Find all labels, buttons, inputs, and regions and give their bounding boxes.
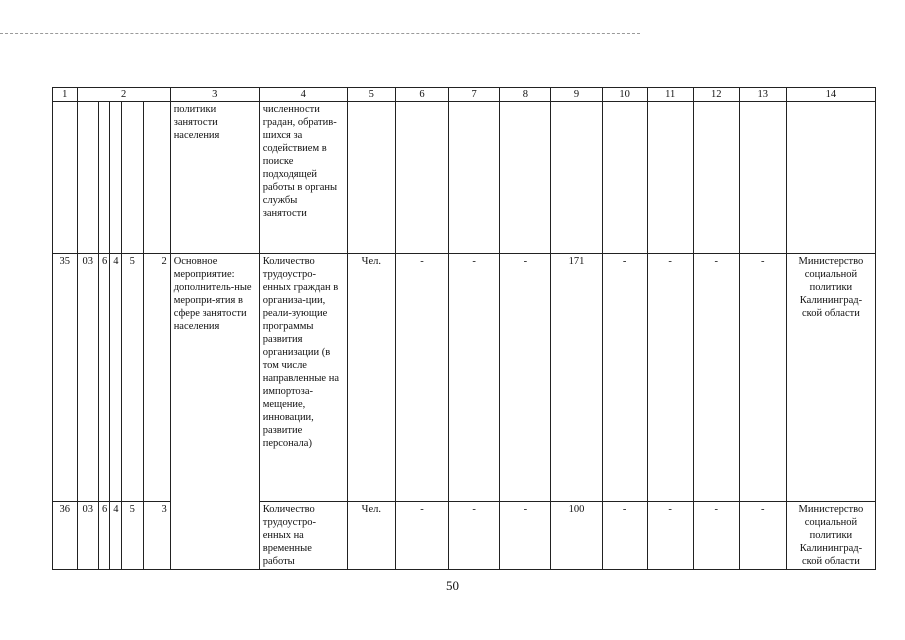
table-cell — [739, 102, 786, 254]
row-number: 35 — [53, 254, 78, 502]
code-cell: 2 — [144, 254, 171, 502]
code-cell: 5 — [121, 502, 144, 570]
scan-artifact-line — [0, 33, 640, 34]
code-cell: 5 — [121, 254, 144, 502]
value-cell: - — [449, 502, 500, 570]
table-cell — [53, 102, 78, 254]
header-cell: 13 — [739, 88, 786, 102]
table-cell — [449, 102, 500, 254]
continuation-col3: политики занятости населения — [170, 102, 259, 254]
indicators-table — [52, 87, 876, 570]
indicator-name: Количество трудоустро-енных граждан в организа-ции, реали-зующие программы развития организации (в том числе направленные на импортоза-мещение, инновации, развитие персонала) — [259, 254, 347, 502]
value-cell: 171 — [551, 254, 602, 502]
continuation-col4: численности градан, обратив-шихся за содействием в поиске подходящей работы в органы службы занятости — [259, 102, 347, 254]
table-cell — [347, 102, 395, 254]
table-row — [53, 254, 876, 502]
value-cell: - — [739, 254, 786, 502]
indicator-name: Количество трудоустро-енных на временные работы — [259, 502, 347, 570]
unit-cell: Чел. — [347, 254, 395, 502]
table-cell — [77, 102, 98, 254]
code-cell: 6 — [99, 502, 110, 570]
header-cell: 3 — [170, 88, 259, 102]
header-cell: 7 — [449, 88, 500, 102]
value-cell: - — [602, 254, 647, 502]
table-cell — [551, 102, 602, 254]
header-cell: 5 — [347, 88, 395, 102]
value-cell: - — [500, 502, 551, 570]
header-cell: 11 — [647, 88, 693, 102]
code-cell: 4 — [110, 254, 121, 502]
code-cell: 6 — [99, 254, 110, 502]
header-cell: 8 — [500, 88, 551, 102]
header-cell: 1 — [53, 88, 78, 102]
value-cell: - — [647, 502, 693, 570]
code-cell: 03 — [77, 502, 98, 570]
table-row-continuation — [53, 102, 876, 254]
header-cell: 2 — [77, 88, 170, 102]
code-cell: 3 — [144, 502, 171, 570]
value-cell: - — [449, 254, 500, 502]
table-cell — [144, 102, 171, 254]
table-cell — [395, 102, 448, 254]
value-cell: - — [739, 502, 786, 570]
code-cell: 03 — [77, 254, 98, 502]
table-cell — [647, 102, 693, 254]
value-cell: - — [693, 502, 739, 570]
value-cell: - — [647, 254, 693, 502]
row-number: 36 — [53, 502, 78, 570]
table-header-row — [53, 88, 876, 102]
page-number: 50 — [446, 578, 459, 593]
table-cell — [786, 102, 875, 254]
table-cell — [99, 102, 110, 254]
header-cell: 6 — [395, 88, 448, 102]
value-cell: - — [395, 502, 448, 570]
table-cell — [121, 102, 144, 254]
header-cell: 10 — [602, 88, 647, 102]
value-cell: 100 — [551, 502, 602, 570]
header-cell: 14 — [786, 88, 875, 102]
responsible-executor: Министерство социальной политики Калининград-ской области — [786, 502, 875, 570]
responsible-executor: Министерство социальной политики Калининград-ской области — [786, 254, 875, 502]
value-cell: - — [395, 254, 448, 502]
table-cell — [500, 102, 551, 254]
table-cell — [693, 102, 739, 254]
table-cell — [110, 102, 121, 254]
value-cell: - — [693, 254, 739, 502]
value-cell: - — [602, 502, 647, 570]
header-cell: 9 — [551, 88, 602, 102]
unit-cell: Чел. — [347, 502, 395, 570]
code-cell: 4 — [110, 502, 121, 570]
header-cell: 4 — [259, 88, 347, 102]
header-cell: 12 — [693, 88, 739, 102]
table-cell — [602, 102, 647, 254]
measure-name: Основное мероприятие: дополнитель-ные меропри-ятия в сфере занятости населения — [170, 254, 259, 570]
value-cell: - — [500, 254, 551, 502]
